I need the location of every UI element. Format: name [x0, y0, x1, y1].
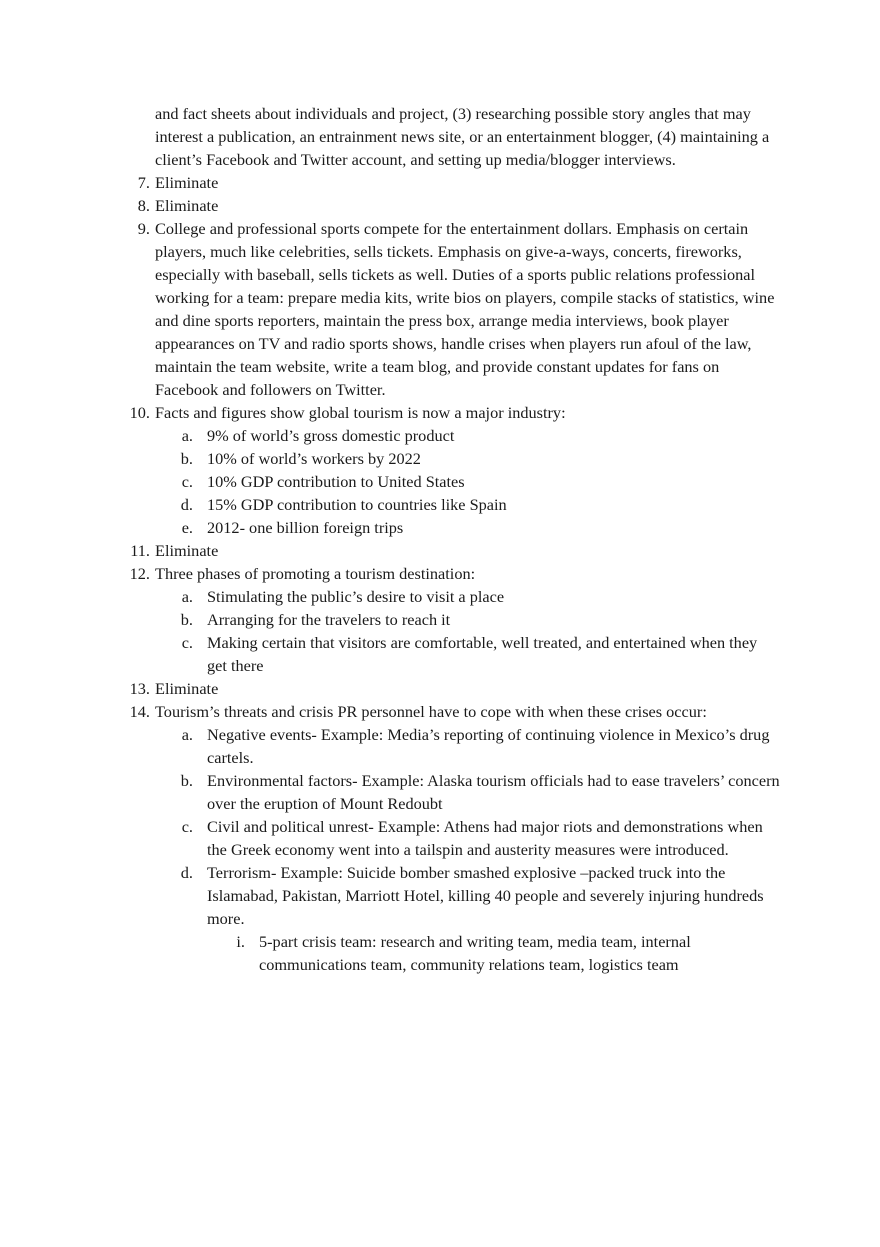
document-body	[0, 102, 880, 976]
list-item	[0, 539, 880, 562]
list-item	[0, 171, 880, 194]
list-item	[0, 217, 880, 401]
sub-item-letter: c.	[181, 472, 193, 491]
item-number: 9.	[137, 219, 150, 238]
sub-list-item	[0, 861, 880, 930]
item-number: 10.	[129, 403, 150, 422]
sub-item-letter: d.	[180, 495, 193, 514]
sub-item-text: Terrorism- Example: Suicide bomber smashed explosive –packed truck into the Islamabad, Pakistan, Marriott Hotel, killing 40 people and severely injuring hundreds more.	[207, 863, 764, 928]
sub-item-letter: b.	[180, 610, 193, 629]
sub-list-item	[0, 815, 880, 861]
item-text: College and professional sports compete for the entertainment dollars. Emphasis on certain players, much like celebrities, sells tickets. Emphasis on give-a-ways, concerts, fireworks, especially with baseball, sells tickets as well. Duties of a sports public relations professional working for a team: prepare media kits, write bios on players, compile stacks of statistics, wine and dine sports reporters, maintain the press box, arrange media interviews, book player appearances on TV and radio sports shows, handle crises when players run afoul of the law, maintain the team website, write a team blog, and provide constant updates for fans on Facebook and followers on Twitter.	[155, 219, 775, 399]
list-item	[0, 677, 880, 700]
sub-list-item	[0, 723, 880, 769]
sub-list-item	[0, 585, 880, 608]
sub-list-item	[0, 769, 880, 815]
item-number: 12.	[129, 564, 150, 583]
continuation-paragraph	[0, 102, 880, 171]
sub-item-letter: b.	[180, 449, 193, 468]
sub-list-item	[0, 470, 880, 493]
list-item	[0, 700, 880, 723]
item-number: 14.	[129, 702, 150, 721]
item-number: 7.	[137, 173, 150, 192]
item-text: Tourism’s threats and crisis PR personnel have to cope with when these crises occur:	[155, 702, 707, 721]
sub-item-text: 15% GDP contribution to countries like Spain	[207, 495, 507, 514]
sub-list-item	[0, 447, 880, 470]
sub-sub-item-text: 5-part crisis team: research and writing team, media team, internal communications team, community relations team, logistics team	[259, 932, 691, 974]
sub-item-text: 10% GDP contribution to United States	[207, 472, 465, 491]
sub-item-text: Environmental factors- Example: Alaska tourism officials had to ease travelers’ concern over the eruption of Mount Redoubt	[207, 771, 780, 813]
list-item	[0, 562, 880, 585]
item-text: Three phases of promoting a tourism destination:	[155, 564, 476, 583]
sub-item-text: Arranging for the travelers to reach it	[207, 610, 451, 629]
item-number: 13.	[129, 679, 150, 698]
sub-item-text: Civil and political unrest- Example: Athens had major riots and demonstrations when the Greek economy went into a tailspin and austerity measures were introduced.	[207, 817, 763, 859]
sub-list-item	[0, 608, 880, 631]
sub-item-letter: b.	[180, 771, 193, 790]
sub-sub-item-numeral: i.	[236, 932, 245, 951]
item-text: Eliminate	[155, 541, 219, 560]
sub-item-letter: a.	[181, 725, 193, 744]
list-item	[0, 401, 880, 424]
sub-list-item	[0, 493, 880, 516]
sub-item-letter: d.	[180, 863, 193, 882]
sub-item-letter: c.	[181, 817, 193, 836]
list-item	[0, 194, 880, 217]
sub-list-item	[0, 516, 880, 539]
sub-item-letter: e.	[181, 518, 193, 537]
sub-item-letter: a.	[181, 587, 193, 606]
item-number: 11.	[130, 541, 150, 560]
sub-item-text: Stimulating the public’s desire to visit a place	[207, 587, 505, 606]
item-text: Facts and figures show global tourism is now a major industry:	[155, 403, 566, 422]
item-text: Eliminate	[155, 173, 219, 192]
sub-item-text: 10% of world’s workers by 2022	[207, 449, 421, 468]
sub-sub-list-item	[0, 930, 880, 976]
item-text: Eliminate	[155, 196, 219, 215]
sub-list-item	[0, 631, 880, 677]
sub-item-text: 2012- one billion foreign trips	[207, 518, 404, 537]
sub-item-text: 9% of world’s gross domestic product	[207, 426, 455, 445]
sub-item-text: Making certain that visitors are comfortable, well treated, and entertained when they get there	[207, 633, 758, 675]
item-number: 8.	[137, 196, 150, 215]
sub-item-letter: a.	[181, 426, 193, 445]
item-text: Eliminate	[155, 679, 219, 698]
continuation-text: and fact sheets about individuals and project, (3) researching possible story angles that may interest a publication, an entrainment news site, or an entertainment blogger, (4) maintaining a client’s Facebook and Twitter account, and setting up media/blogger interviews.	[155, 104, 770, 169]
sub-item-text: Negative events- Example: Media’s reporting of continuing violence in Mexico’s drug cartels.	[207, 725, 770, 767]
sub-item-letter: c.	[181, 633, 193, 652]
sub-list-item	[0, 424, 880, 447]
